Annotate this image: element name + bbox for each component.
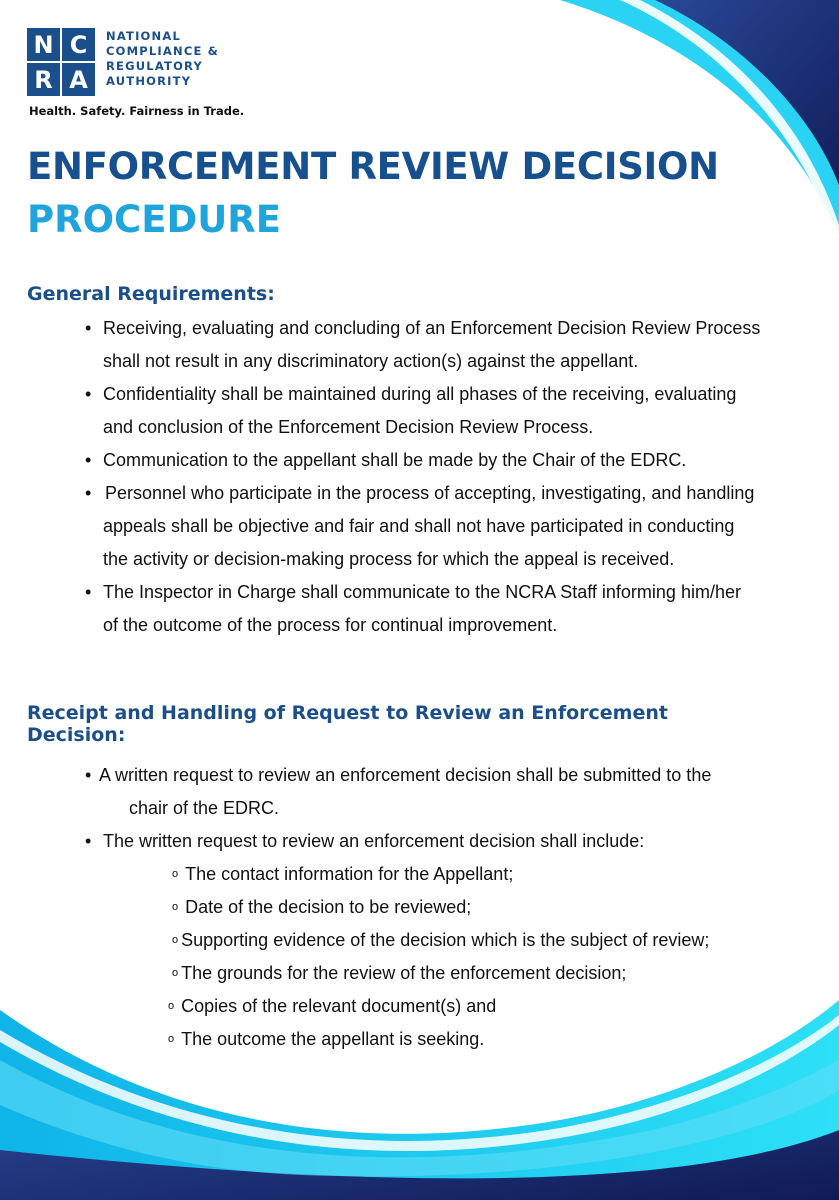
receipt-heading-line-1: Receipt and Handling of Request to Review an Enforcement xyxy=(27,702,668,724)
sub-list-item xyxy=(172,924,709,960)
circle-bullet-icon: o xyxy=(168,1033,175,1045)
sub-item-text: Date of the decision to be reviewed; xyxy=(185,897,472,917)
general-item-1-line-2: shall not result in any discriminatory action(s) against the appellant. xyxy=(103,351,639,371)
logo-name-line: AUTHORITY xyxy=(106,74,192,88)
receipt-handling-heading xyxy=(27,702,668,746)
general-item-2-line-2: and conclusion of the Enforcement Decision Review Process. xyxy=(103,417,594,437)
sub-item-text: Supporting evidence of the decision which is the subject of review; xyxy=(181,930,710,950)
general-item-5-line-1: The Inspector in Charge shall communicate to the NCRA Staff informing him/her xyxy=(103,582,741,602)
logo-letter-r: R xyxy=(27,63,60,96)
receipt-item-1-line-1: A written request to review an enforcement decision shall be submitted to the xyxy=(99,765,712,785)
logo-letter-n: N xyxy=(27,28,60,61)
logo-name-line: REGULATORY xyxy=(106,59,203,73)
logo-letter-c: C xyxy=(62,28,95,61)
logo-name-line: COMPLIANCE & xyxy=(106,44,219,58)
sub-list-item xyxy=(172,957,626,993)
ncra-logo xyxy=(27,28,219,96)
circle-bullet-icon: o xyxy=(172,934,179,946)
logo-name-line: NATIONAL xyxy=(106,29,181,43)
logo-org-name xyxy=(106,29,266,89)
general-requirements-heading: General Requirements: xyxy=(27,283,275,305)
page-subtitle: PROCEDURE xyxy=(27,198,282,241)
receipt-item-2-line-1: The written request to review an enforcement decision shall include: xyxy=(103,831,645,851)
general-item-1-line-1: Receiving, evaluating and concluding of an Enforcement Decision Review Process xyxy=(103,318,761,338)
circle-bullet-icon: o xyxy=(168,1000,175,1012)
tagline: Health. Safety. Fairness in Trade. xyxy=(29,104,245,118)
bullet-icon: • xyxy=(85,318,92,338)
general-item-3-line-1: Communication to the appellant shall be made by the Chair of the EDRC. xyxy=(103,450,687,470)
circle-bullet-icon: o xyxy=(172,868,179,880)
general-item-2-line-1: Confidentiality shall be maintained during all phases of the receiving, evaluating xyxy=(103,384,737,404)
sub-item-text: The outcome the appellant is seeking. xyxy=(181,1029,485,1049)
receipt-heading-line-2: Decision: xyxy=(27,724,126,746)
bullet-icon: • xyxy=(85,483,92,503)
sub-list-item xyxy=(172,858,513,894)
sub-list-item xyxy=(168,1023,484,1059)
circle-bullet-icon: o xyxy=(172,967,179,979)
bullet-icon: • xyxy=(85,765,92,785)
bullet-icon: • xyxy=(85,831,92,851)
logo-letter-a: A xyxy=(62,63,95,96)
bullet-icon: • xyxy=(85,384,92,404)
receipt-item-1-line-2: chair of the EDRC. xyxy=(129,798,280,818)
page-title: ENFORCEMENT REVIEW DECISION xyxy=(27,145,719,188)
sub-list-item xyxy=(168,990,496,1026)
general-item-4-line-3: the activity or decision-making process for which the appeal is received. xyxy=(103,549,675,569)
general-item-5-line-2: of the outcome of the process for continual improvement. xyxy=(103,615,558,635)
circle-bullet-icon: o xyxy=(172,901,179,913)
bullet-icon: • xyxy=(85,450,92,470)
logo-letter-grid xyxy=(27,28,95,96)
sub-list-item xyxy=(172,891,471,927)
bullet-icon: • xyxy=(85,582,92,602)
sub-item-text: Copies of the relevant document(s) and xyxy=(181,996,497,1016)
general-item-4-line-2: appeals shall be objective and fair and shall not have participated in conducting xyxy=(103,516,735,536)
sub-item-text: The grounds for the review of the enforcement decision; xyxy=(181,963,627,983)
general-item-4-line-1: Personnel who participate in the process of accepting, investigating, and handling xyxy=(105,483,755,503)
sub-item-text: The contact information for the Appellant; xyxy=(185,864,514,884)
